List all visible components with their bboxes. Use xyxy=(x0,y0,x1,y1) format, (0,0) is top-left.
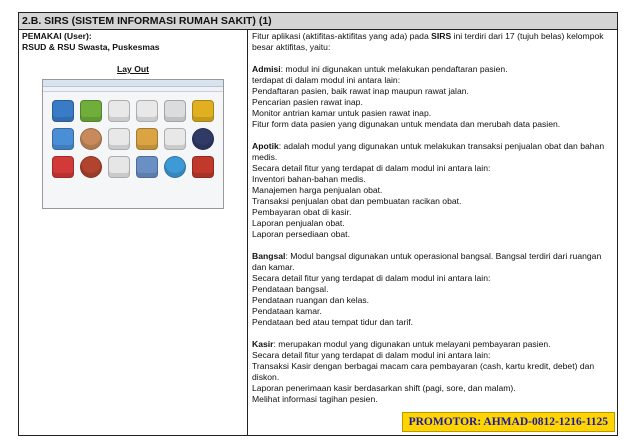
intro-paragraph: Fitur aplikasi (aktifitas-aktifitas yang ada) pada SIRS ini terdiri dari 17 (tujuh belas) kelompok besar aktifitas, yaitu: xyxy=(252,31,604,52)
admisi-line: Pencarian pasien rawat inap. xyxy=(252,97,363,107)
document-icon xyxy=(108,128,130,150)
table-body xyxy=(19,30,617,435)
layout-title: Lay Out xyxy=(117,64,149,74)
apotik-line: Laporan penjualan obat. xyxy=(252,218,345,228)
apotik-line: Inventori bahan-bahan medis. xyxy=(252,174,366,184)
table-icon xyxy=(136,156,158,178)
monitor-icon xyxy=(52,128,74,150)
bangsal-line: Secara detail fitur yang terdapat di dalam modul ini antara lain: xyxy=(252,273,491,283)
users-label: PEMAKAI (User): xyxy=(22,31,92,41)
apotik-line: Laporan persediaan obat. xyxy=(252,229,350,239)
document-icon xyxy=(136,100,158,122)
kasir-line: Melihat informasi tagihan pesien. xyxy=(252,394,378,404)
people-icon xyxy=(80,156,102,178)
admisi-line: Fitur form data pasien yang digunakan untuk mendata dan merubah data pasien. xyxy=(252,119,561,129)
lock-icon xyxy=(192,100,214,122)
promotor-banner: PROMOTOR: AHMAD-0812-1216-1125 xyxy=(402,412,615,432)
bangsal-line: Pendataan kamar. xyxy=(252,306,322,316)
kasir-line: Secara detail fitur yang terdapat di dalam modul ini antara lain: xyxy=(252,350,491,360)
tools-icon xyxy=(192,156,214,178)
admisi-line: terdapat di dalam modul ini antara lain: xyxy=(252,75,401,85)
police-icon xyxy=(192,128,214,150)
apotik-line: Manajemen harga penjualan obat. xyxy=(252,185,383,195)
app-layout-screenshot xyxy=(42,79,224,209)
right-column xyxy=(248,30,617,435)
screenshot-icon-grid xyxy=(43,92,223,186)
kasir-line: Transaksi Kasir dengan berbagai macam cara pembayaran (cash, kartu kredit, debet) dan diskon. xyxy=(252,361,595,382)
admisi-line: Pendaftaran pasien, baik rawat inap maupun rawat jalan. xyxy=(252,86,469,96)
bangsal-line: Pendataan bangsal. xyxy=(252,284,329,294)
section-title: 2.B. SIRS (SISTEM INFORMASI RUMAH SAKIT) (1) xyxy=(19,13,617,30)
kasir-heading: Kasir: merupakan modul yang digunakan untuk melayani pembayaran pasien. xyxy=(252,339,551,349)
kasir-line: Laporan penerimaan kasir berdasarkan shift (pagi, sore, dan malam). xyxy=(252,383,516,393)
apotik-line: Secara detail fitur yang terdapat di dalam modul ini antara lain: xyxy=(252,163,491,173)
document-icon xyxy=(164,128,186,150)
admisi-line: Monitor antrian kamar untuk pasien rawat inap. xyxy=(252,108,432,118)
patient-register-icon xyxy=(80,100,102,122)
admisi-heading: Admisi: modul ini digunakan untuk melakukan pendaftaran pasien. xyxy=(252,64,508,74)
left-column xyxy=(19,30,248,435)
document-table xyxy=(18,12,618,436)
document-icon xyxy=(108,100,130,122)
bangsal-line: Pendataan ruangan dan kelas. xyxy=(252,295,370,305)
pill-icon xyxy=(52,156,74,178)
document-icon xyxy=(164,100,186,122)
document-icon xyxy=(108,156,130,178)
monitor-icon xyxy=(52,100,74,122)
apotik-line: Transaksi penjualan obat dan pembuatan racikan obat. xyxy=(252,196,462,206)
apotik-heading: Apotik: adalah modul yang digunakan untuk melakukan transaksi penjualan obat dan bahan medis. xyxy=(252,141,605,162)
chart-icon xyxy=(164,156,186,178)
bangsal-heading: Bangsal: Modul bangsal digunakan untuk operasional bangsal. Bangsal terdiri dari ruangan dan kamar. xyxy=(252,251,602,272)
doctor-icon xyxy=(80,128,102,150)
screenshot-titlebar xyxy=(43,80,223,87)
apotik-line: Pembayaran obat di kasir. xyxy=(252,207,352,217)
users-value: RSUD & RSU Swasta, Puskesmas xyxy=(22,42,160,52)
boxes-icon xyxy=(136,128,158,150)
bangsal-line: Pendataan bed atau tempat tidur dan tarif. xyxy=(252,317,414,327)
